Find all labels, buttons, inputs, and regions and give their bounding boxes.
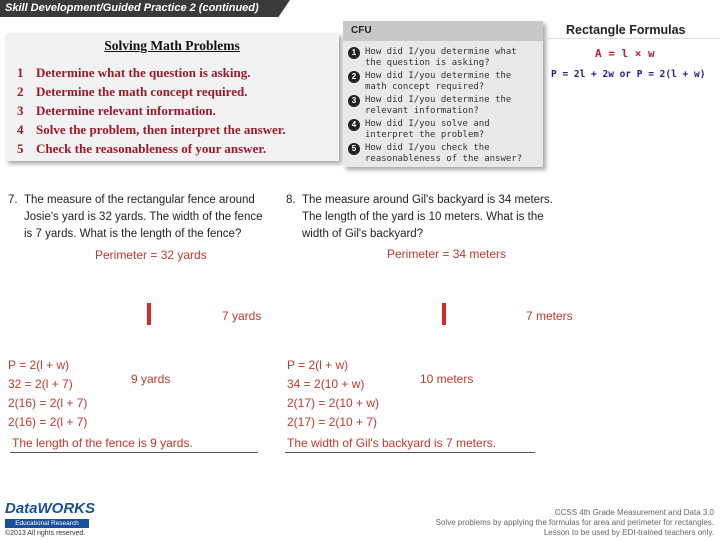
equation-line: 2(16) = 2(l + 7) — [8, 415, 88, 429]
problem-line: is 7 yards. What is the length of the fence? — [24, 228, 242, 240]
equation-line: 2(16) = 2(l + 7) — [8, 396, 88, 410]
width-label: 7 yards — [222, 309, 262, 323]
number-badge-icon: 3 — [348, 95, 360, 107]
perimeter-label: Perimeter = 32 yards — [95, 248, 207, 262]
area-formula: A = l × w — [595, 47, 655, 60]
solving-step: 5 Check the reasonableness of your answer. — [17, 141, 267, 156]
slide-title: Skill Development/Guided Practice 2 (continued) — [5, 2, 259, 14]
logo-subtitle: Educational Research — [5, 519, 89, 528]
formula-divider — [544, 38, 720, 39]
problem-line: The measure of the rectangular fence around — [24, 194, 255, 206]
cfu-header — [343, 21, 543, 41]
width-label: 7 meters — [526, 309, 573, 323]
problem-7 — [8, 192, 283, 247]
solving-step: 1 Determine what the question is asking. — [17, 65, 251, 80]
problem-line: Josie's yard is 32 yards. The width of the fence — [24, 211, 263, 223]
answer-line — [10, 452, 258, 453]
perimeter-label: Perimeter = 34 meters — [387, 247, 507, 261]
equation-line: 34 = 2(10 + w) — [287, 377, 365, 391]
number-badge-icon: 4 — [348, 119, 360, 131]
solving-step: 3 Determine relevant information. — [17, 103, 216, 118]
rectangle-formulas-title: Rectangle Formulas — [566, 23, 686, 37]
cfu-label: CFU — [351, 25, 372, 36]
rectangle-width-side — [442, 303, 446, 325]
length-label: 10 meters — [420, 372, 474, 386]
answer-text: The width of Gil's backyard is 7 meters. — [287, 436, 497, 450]
answer-line — [285, 452, 535, 453]
number-badge-icon: 1 — [348, 47, 360, 59]
rectangle-width-side — [147, 303, 151, 325]
equation-line: 32 = 2(l + 7) — [8, 377, 73, 391]
problem-number: 8. — [286, 194, 296, 206]
solving-math-problems-panel — [5, 33, 339, 161]
perimeter-formula: P = 2l + 2w or P = 2(l + w) — [551, 69, 706, 80]
equation-line: P = 2(l + w) — [8, 358, 70, 372]
equation-line: 2(17) = 2(10 + 7) — [287, 415, 378, 429]
answer-text: The length of the fence is 9 yards. — [12, 436, 193, 450]
problem-line: The measure around Gil's backyard is 34 meters. — [302, 194, 553, 206]
problem-line: The length of the yard is 10 meters. What is the — [302, 211, 544, 223]
footer-objective: Solve problems by applying the formulas for area and perimeter for rectangles. — [435, 518, 714, 527]
equation-line: 2(17) = 2(10 + w) — [287, 396, 380, 410]
number-badge-icon: 2 — [348, 71, 360, 83]
number-badge-icon: 5 — [348, 143, 360, 155]
problem-8 — [286, 192, 561, 247]
problem-number: 7. — [8, 194, 18, 206]
solving-panel-title: Solving Math Problems — [104, 38, 240, 53]
solving-step: 4 Solve the problem, then interpret the answer. — [17, 122, 286, 137]
footer-standard: CCSS 4th Grade Measurement and Data 3.0 — [554, 508, 714, 517]
length-label: 9 yards — [131, 372, 171, 386]
cfu-panel: CFU 1 How did I/you determine what the question is asking? 2 How did I/you determine the math concept required? 3 How did I/you determine the relevant information? 4 How did I/you solve and interpret the problem? 5 How did I/you check the reasonableness of the answer? — [343, 21, 543, 167]
dataworks-logo: DataWORKS — [5, 500, 96, 517]
copyright-text: ©2013 All rights reserved. — [5, 530, 86, 537]
solving-step: 2 Determine the math concept required. — [17, 84, 248, 99]
equation-line: P = 2(l + w) — [287, 358, 349, 372]
problem-line: width of Gil's backyard? — [302, 228, 424, 240]
footer-usage: Lesson to be used by EDI-trained teachers only. — [543, 528, 714, 537]
